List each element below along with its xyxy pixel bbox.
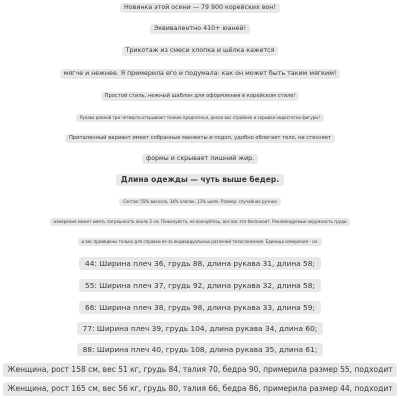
text-pill: формы и скрывает лишний жир.	[142, 154, 258, 164]
size-row-44	[0, 257, 400, 270]
line-composition	[0, 198, 400, 206]
size-row: 66: Ширина плеч 38, грудь 98, длина рукава 33, длина 59;	[79, 301, 321, 314]
line-price-cny	[0, 24, 400, 34]
line-measure-note-1	[0, 218, 400, 226]
model-info: Женщина, рост 158 см, вес 51 кг, грудь 84, талия 70, бедра 90, примерила размер 55, подходит	[3, 363, 396, 377]
line-style	[0, 92, 400, 101]
text-pill: Длина одежды — чуть выше бедер.	[116, 174, 284, 186]
model-info: Женщина, рост 165 см, вес 56 кг, грудь 80, талия 66, бедра 86, примерила размер 44, подходит	[3, 382, 396, 396]
model-row-1	[0, 363, 400, 377]
size-row: 77: Ширина плеч 39, грудь 104, длина рукава 34, длина 60;	[77, 322, 324, 335]
text-pill: Приталенный вариант имеет собранные манжеты и подол, удобно облегает тело, не стесняет	[65, 134, 335, 143]
text-pill: Состав: 55% вискоза, 34% хлопок, 11% шелк. Размер: случайное ручное	[119, 198, 281, 206]
text-pill: Новинка этой осени — 79 900 корейских вон!	[120, 3, 280, 13]
size-row-77	[0, 322, 400, 335]
text-pill: измерение может иметь погрешность около 2 см. Пожалуйста, не волнуйтесь, все вас это беспокоит. Рекомендуемые окружность груди	[50, 218, 351, 226]
line-sleeves	[0, 114, 400, 122]
text-pill: мягче и нежнее. Я примерила его и подумала: как он может быть таким мягким!	[60, 69, 341, 79]
text-pill: Трикотаж из смеси хлопка и шёлка кажется	[122, 46, 279, 56]
size-row: 55: Ширина плеч 37, грудь 92, длина рукава 32, длина 58;	[79, 279, 321, 292]
size-row-55	[0, 279, 400, 292]
line-measure-note-2	[0, 238, 400, 246]
text-pill: Эквивалентно 410+ юаней!	[150, 24, 250, 34]
line-fit-2	[0, 154, 400, 164]
text-pill: и вес приведены только для справки из-за индивидуальных различий телосложения. Единица измерения - см.	[78, 238, 323, 246]
model-row-2	[0, 382, 400, 396]
size-row-88	[0, 343, 400, 356]
text-pill: Рукава длиной три четверти открывают тонкие предплечья, делая вас стройнее и скрывая недостатки фигуры!	[76, 114, 324, 122]
size-row: 44: Ширина плеч 36, грудь 88, длина рукава 31, длина 58;	[79, 257, 321, 270]
size-row: 88: Ширина плеч 40, грудь 108, длина рукава 35, длина 61;	[77, 343, 324, 356]
line-length	[0, 174, 400, 186]
line-fit-1	[0, 134, 400, 143]
text-pill: Простой стиль, нежный шаблон для оформления в корейском стиле!	[101, 92, 300, 101]
line-fabric-2	[0, 69, 400, 79]
line-fabric-1	[0, 46, 400, 56]
size-row-66	[0, 301, 400, 314]
line-price-krw	[0, 3, 400, 13]
